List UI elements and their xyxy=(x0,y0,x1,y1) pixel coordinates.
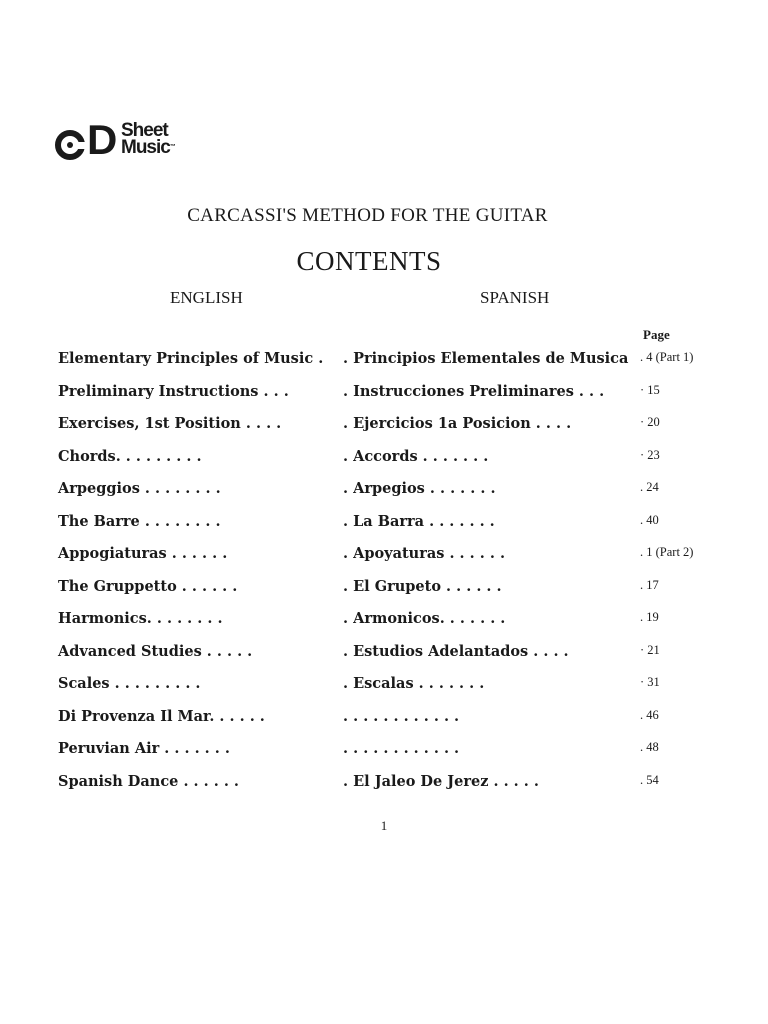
toc-english-entry xyxy=(58,415,318,432)
toc-english-entry xyxy=(58,480,318,497)
leader-dots: . . . . . . . . xyxy=(146,610,223,627)
contents-heading: CONTENTS xyxy=(296,246,442,276)
leader-dots: . . . . . . xyxy=(176,577,238,595)
toc-row xyxy=(0,773,768,799)
toc-english-entry xyxy=(58,643,318,660)
toc-page-number: · 31 xyxy=(640,675,660,689)
toc-english-entry xyxy=(58,740,318,757)
english-title: Elementary Principles of Music xyxy=(58,350,314,367)
english-title: The Gruppetto xyxy=(58,577,177,595)
toc-row xyxy=(0,578,768,604)
toc-spanish-entry: . Armonicos. . . . . . . xyxy=(343,610,506,627)
toc-row xyxy=(0,675,768,701)
toc-page-number: . 24 xyxy=(640,480,659,494)
english-title: Di Provenza Il Mar xyxy=(58,707,210,725)
trademark: ™ xyxy=(169,144,175,150)
logo-wordmark xyxy=(121,122,175,156)
toc-spanish-entry: . Principios Elementales de Musica xyxy=(343,350,629,367)
toc-page-number: . 19 xyxy=(640,610,659,624)
toc-english-entry xyxy=(58,578,318,595)
logo-line-2: Music xyxy=(121,137,170,158)
toc-english-entry xyxy=(58,675,318,692)
toc-spanish-entry: . Accords . . . . . . . xyxy=(343,447,489,465)
toc-english-entry xyxy=(58,545,318,562)
english-title: Preliminary Instructions xyxy=(58,382,259,400)
leader-dots: . xyxy=(313,350,324,367)
english-title: Exercises, 1st Position xyxy=(58,415,241,432)
logo-line-1: Sheet xyxy=(121,120,168,141)
toc-page-number: . 4 (Part 1) xyxy=(640,350,694,364)
toc-english-entry xyxy=(58,708,318,725)
toc-english-entry xyxy=(58,610,318,627)
toc-spanish-entry: . Ejercicios 1a Posicion . . . . xyxy=(343,415,572,432)
english-title: Advanced Studies xyxy=(58,642,202,660)
toc-row xyxy=(0,643,768,669)
toc-row xyxy=(0,513,768,539)
toc-page-number: · 23 xyxy=(640,447,660,462)
toc-page-number: . 1 (Part 2) xyxy=(640,545,694,559)
leader-dots: . . . . . . xyxy=(178,772,239,790)
leader-dots: . . . . . xyxy=(201,642,253,660)
leader-dots: . . . . . . . . . xyxy=(109,675,201,692)
toc-page-number: . 46 xyxy=(640,707,659,722)
english-title: Harmonics xyxy=(58,610,147,627)
toc-spanish-entry: . . . . . . . . . . . . xyxy=(343,740,460,757)
toc-spanish-entry: . Arpegios . . . . . . . xyxy=(343,480,496,497)
english-title: Scales xyxy=(58,675,110,692)
toc-english-entry xyxy=(58,448,318,465)
toc-english-entry xyxy=(58,513,318,530)
toc-row xyxy=(0,480,768,506)
toc-spanish-entry: . La Barra . . . . . . . xyxy=(343,512,495,530)
toc-row xyxy=(0,383,768,409)
book-title: CARCASSI'S METHOD FOR THE GUITAR xyxy=(187,205,548,226)
page-number: 1 xyxy=(380,818,388,833)
toc-row xyxy=(0,448,768,474)
toc-row xyxy=(0,350,768,376)
english-title: Appogiaturas xyxy=(58,545,167,562)
toc-page-number: · 15 xyxy=(640,382,660,397)
toc-spanish-entry: . Instrucciones Preliminares . . . xyxy=(343,382,605,400)
toc-row xyxy=(0,415,768,441)
toc-spanish-entry: . Apoyaturas . . . . . . xyxy=(343,545,505,562)
leader-dots: . . . . . . . . xyxy=(120,447,202,465)
toc-english-entry xyxy=(58,773,318,790)
english-title: Chords. xyxy=(58,447,121,465)
toc-page-number: . 17 xyxy=(640,577,659,592)
cd-logo-mark: D xyxy=(55,120,114,164)
english-column-header: ENGLISH xyxy=(170,288,243,307)
toc-spanish-entry: . El Jaleo De Jerez . . . . . xyxy=(343,772,539,790)
toc-spanish-entry: . Escalas . . . . . . . xyxy=(343,675,485,692)
toc-page-number: . 48 xyxy=(640,740,659,754)
page-column-header: Page xyxy=(643,327,670,342)
toc-row xyxy=(0,545,768,571)
toc-row xyxy=(0,610,768,636)
english-title: Spanish Dance xyxy=(58,772,179,790)
english-title: Peruvian Air xyxy=(58,740,160,757)
leader-dots: . . . xyxy=(258,382,289,400)
leader-dots: . . . . . . . . xyxy=(139,480,221,497)
english-title: Arpeggios xyxy=(58,480,140,497)
toc-row xyxy=(0,708,768,734)
leader-dots: . . . . . . xyxy=(209,707,265,725)
toc-page-number: · 21 xyxy=(640,642,660,657)
cd-sheet-music-logo xyxy=(55,118,185,168)
leader-dots: . . . . . . xyxy=(166,545,228,562)
spanish-column-header: SPANISH xyxy=(480,288,550,307)
toc-spanish-entry: . El Grupeto . . . . . . xyxy=(343,577,502,595)
toc-english-entry xyxy=(58,350,324,367)
leader-dots: . . . . . . . . xyxy=(139,512,221,530)
toc-spanish-entry: . . . . . . . . . . . . xyxy=(343,707,460,725)
toc-page-number: · 20 xyxy=(640,415,660,429)
toc-page-number: . 40 xyxy=(640,512,659,527)
toc-english-entry xyxy=(58,383,318,400)
english-title: The Barre xyxy=(58,512,140,530)
leader-dots: . . . . xyxy=(240,415,282,432)
leader-dots: . . . . . . . xyxy=(159,740,230,757)
toc-page-number: . 54 xyxy=(640,772,659,787)
toc-row xyxy=(0,740,768,766)
toc-spanish-entry: . Estudios Adelantados . . . . xyxy=(343,642,569,660)
